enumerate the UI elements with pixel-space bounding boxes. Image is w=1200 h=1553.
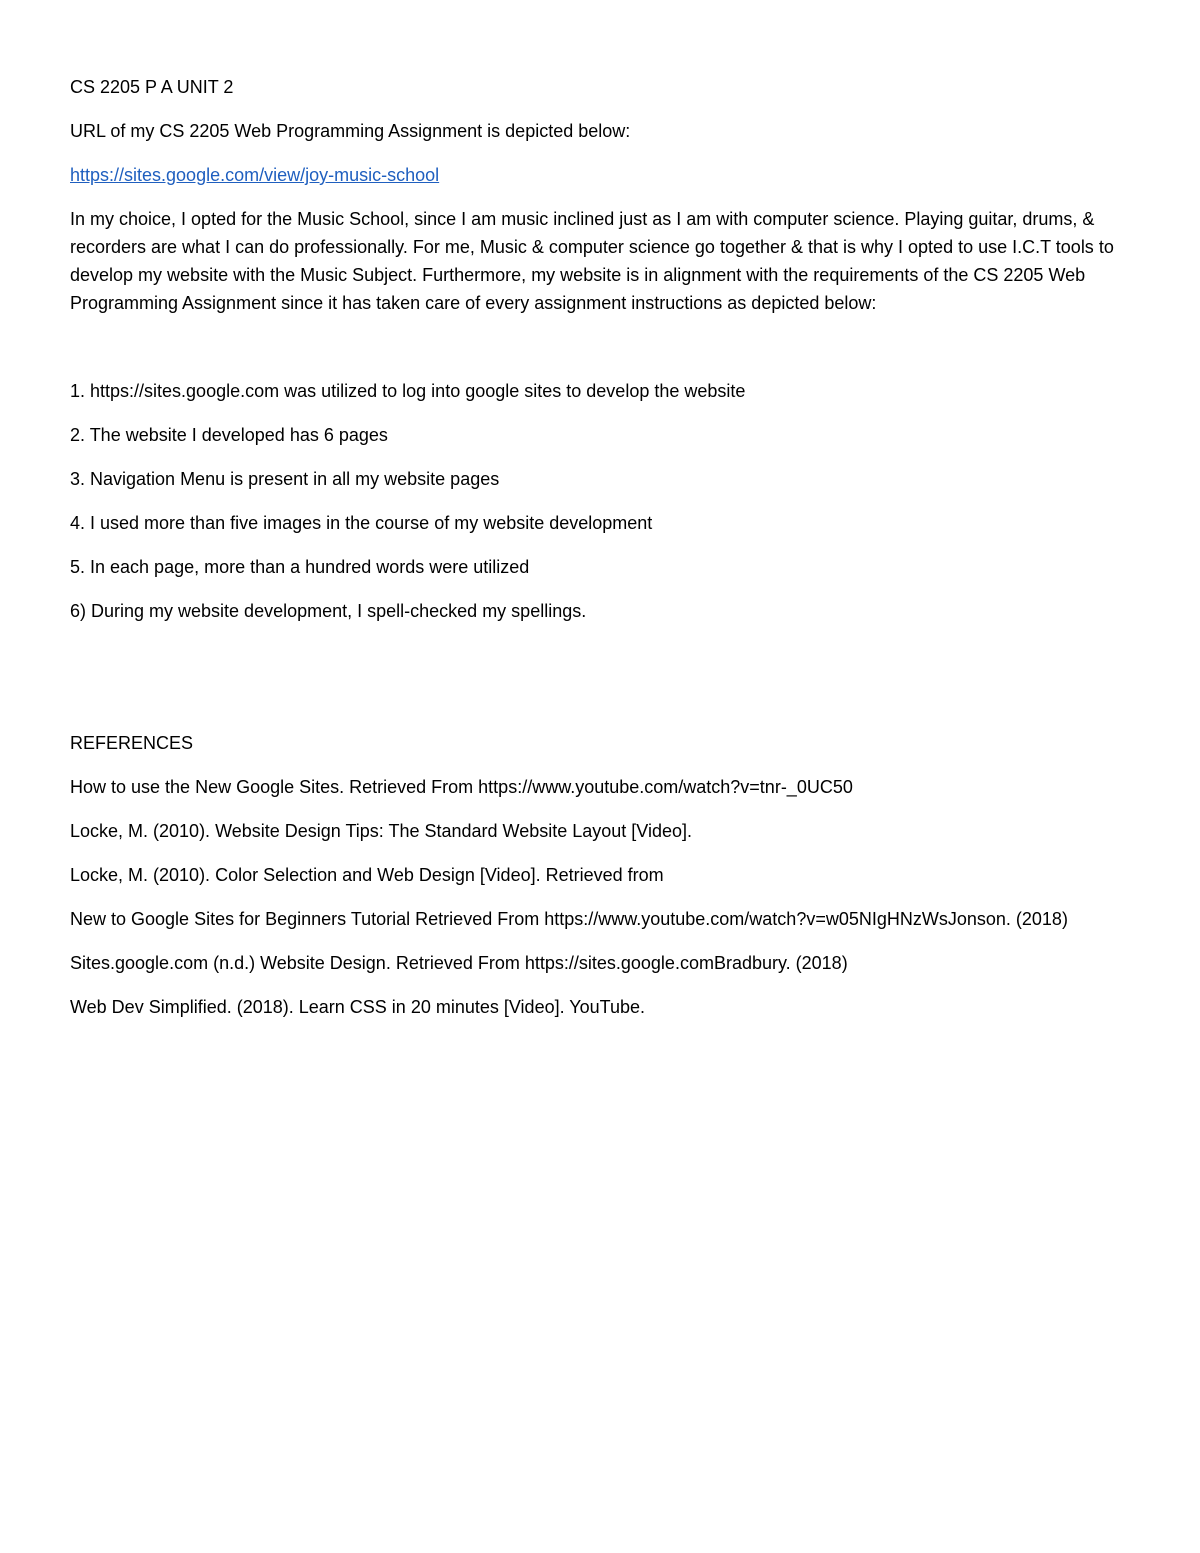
document-heading: CS 2205 P A UNIT 2 [70, 77, 234, 97]
reference-item: Locke, M. (2010). Color Selection and Web Design [Video]. Retrieved from [70, 865, 664, 885]
references-list [70, 773, 1130, 1021]
list-item: 6) During my website development, I spell-checked my spellings. [70, 601, 587, 621]
reference-item: Sites.google.com (n.d.) Website Design. Retrieved From https://sites.google.comBradbury. (2018) [70, 953, 848, 973]
requirements-list [70, 377, 1130, 625]
reference-item: Locke, M. (2010). Website Design Tips: The Standard Website Layout [Video]. [70, 821, 693, 841]
list-item: 1. https://sites.google.com was utilized to log into google sites to develop the website [70, 381, 746, 401]
intro-paragraph: In my choice, I opted for the Music School, since I am music inclined just as I am with computer science. Playing guitar, drums, & recorders are what I can do professionally. For me, Music & computer science go together & that is why I opted to use I.C.T tools to develop my website with the Music Subject. Furthermore, my website is in alignment with the requirements of the CS 2205 Web Programming Assignment since it has taken care of every assignment instructions as depicted below: [70, 209, 1114, 313]
reference-item: How to use the New Google Sites. Retrieved From https://www.youtube.com/watch?v=tnr-_0UC50 [70, 777, 853, 797]
list-item: 5. In each page, more than a hundred words were utilized [70, 557, 530, 577]
reference-item: Web Dev Simplified. (2018). Learn CSS in 20 minutes [Video]. YouTube. [70, 997, 645, 1017]
references-heading: REFERENCES [70, 733, 194, 753]
list-item: 2. The website I developed has 6 pages [70, 425, 388, 445]
reference-item: New to Google Sites for Beginners Tutorial Retrieved From https://www.youtube.com/watch?v=w05NIgHNzWsJonson. (2018) [70, 909, 1068, 929]
list-item: 4. I used more than five images in the course of my website development [70, 513, 653, 533]
site-url-line [70, 161, 1130, 189]
list-item: 3. Navigation Menu is present in all my website pages [70, 469, 500, 489]
url-intro-text: URL of my CS 2205 Web Programming Assignment is depicted below: [70, 121, 631, 141]
site-url-link[interactable]: https://sites.google.com/view/joy-music-school [70, 165, 440, 185]
